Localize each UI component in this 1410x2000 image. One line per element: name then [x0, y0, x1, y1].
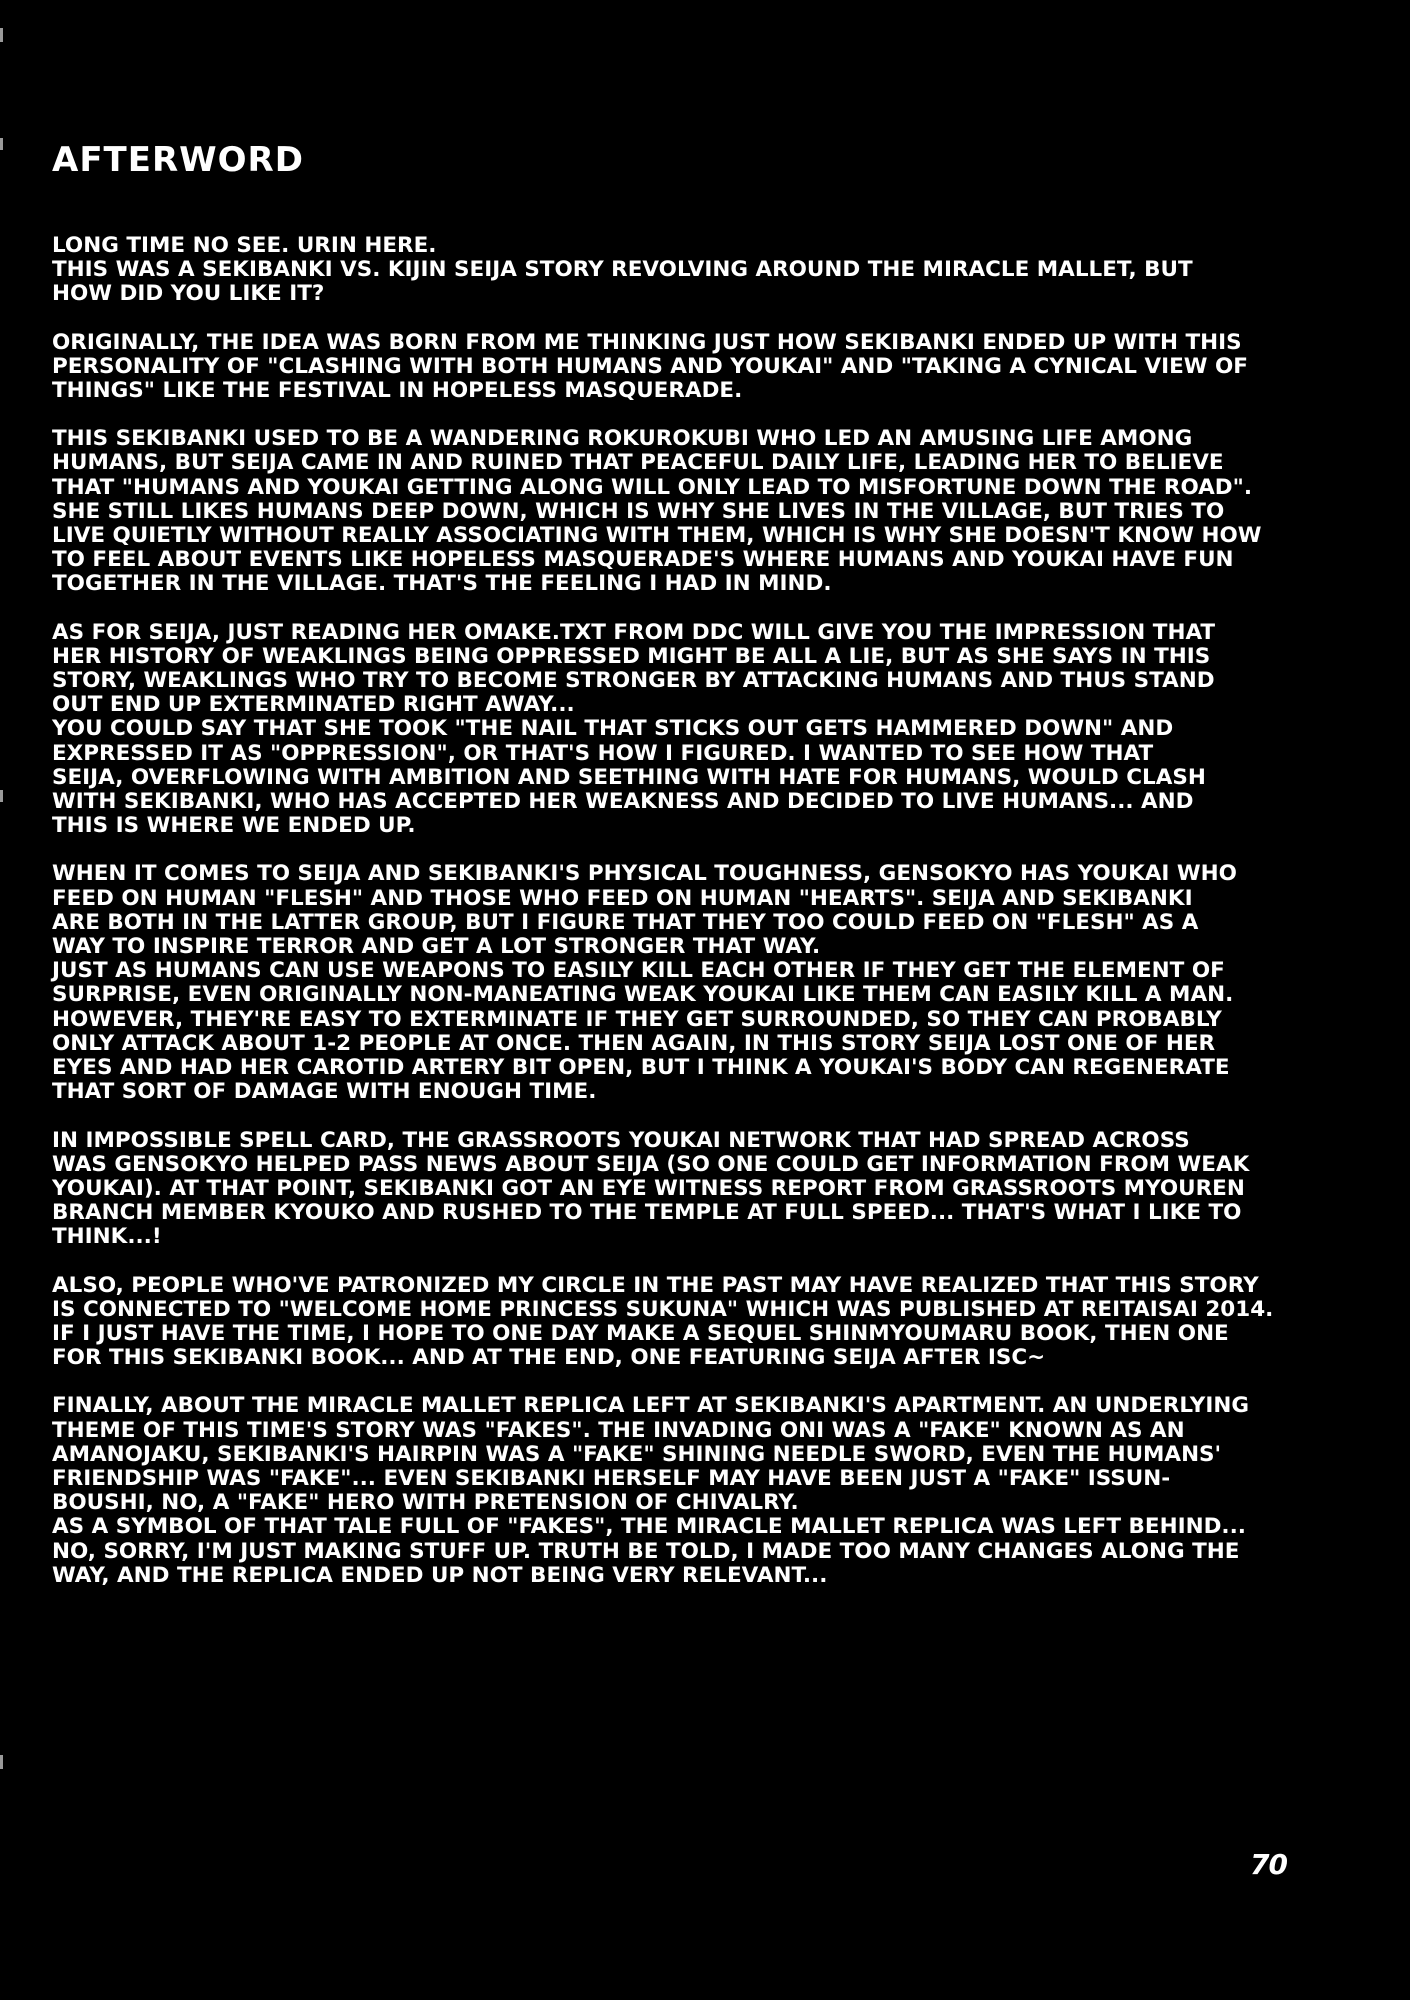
text-line: IF I JUST HAVE THE TIME, I HOPE TO ONE DAY MAKE A SEQUEL SHINMYOUMARU BOOK, THEN ONE — [52, 1320, 1229, 1346]
text-line: STORY, WEAKLINGS WHO TRY TO BECOME STRONGER BY ATTACKING HUMANS AND THUS STAND — [52, 668, 1215, 694]
text-line: THAT "HUMANS AND YOUKAI GETTING ALONG WILL ONLY LEAD TO MISFORTUNE DOWN THE ROAD". — [52, 474, 1253, 500]
text-line: JUST AS HUMANS CAN USE WEAPONS TO EASILY KILL EACH OTHER IF THEY GET THE ELEMENT OF — [52, 958, 1225, 984]
text-line: SEIJA, OVERFLOWING WITH AMBITION AND SEETHING WITH HATE FOR HUMANS, WOULD CLASH — [52, 764, 1206, 790]
page-number: 70 — [1250, 1848, 1287, 1881]
text-line: YOU COULD SAY THAT SHE TOOK "THE NAIL THAT STICKS OUT GETS HAMMERED DOWN" AND — [52, 716, 1174, 742]
text-line: ALSO, PEOPLE WHO'VE PATRONIZED MY CIRCLE IN THE PAST MAY HAVE REALIZED THAT THIS STORY — [52, 1272, 1259, 1298]
text-line: HER HISTORY OF WEAKLINGS BEING OPPRESSED MIGHT BE ALL A LIE, BUT AS SHE SAYS IN THIS — [52, 643, 1211, 669]
text-line: BOUSHI, NO, A "FAKE" HERO WITH PRETENSION OF CHIVALRY. — [52, 1490, 799, 1516]
text-line: AS A SYMBOL OF THAT TALE FULL OF "FAKES", THE MIRACLE MALLET REPLICA WAS LEFT BEHIND... — [52, 1514, 1246, 1540]
text-line: THIS IS WHERE WE ENDED UP. — [52, 813, 416, 839]
paragraph — [52, 427, 1352, 596]
text-line: ORIGINALLY, THE IDEA WAS BORN FROM ME THINKING JUST HOW SEKIBANKI ENDED UP WITH THIS — [52, 329, 1242, 355]
paragraph — [52, 1129, 1352, 1250]
paragraph — [52, 621, 1352, 839]
text-line: EXPRESSED IT AS "OPPRESSION", OR THAT'S HOW I FIGURED. I WANTED TO SEE HOW THAT — [52, 740, 1154, 766]
text-line: THINGS" LIKE THE FESTIVAL IN HOPELESS MASQUERADE. — [52, 378, 743, 404]
page-title: AFTERWORD — [52, 140, 304, 180]
scan-edge-mark — [0, 28, 3, 42]
text-line: WHEN IT COMES TO SEIJA AND SEKIBANKI'S PHYSICAL TOUGHNESS, GENSOKYO HAS YOUKAI WHO — [52, 861, 1237, 887]
paragraph — [52, 234, 1352, 307]
text-line: WAS GENSOKYO HELPED PASS NEWS ABOUT SEIJA (SO ONE COULD GET INFORMATION FROM WEAK — [52, 1151, 1250, 1177]
text-line: THINK...! — [52, 1224, 162, 1250]
text-line: THAT SORT OF DAMAGE WITH ENOUGH TIME. — [52, 1079, 597, 1105]
text-line: ONLY ATTACK ABOUT 1-2 PEOPLE AT ONCE. THEN AGAIN, IN THIS STORY SEIJA LOST ONE OF HER — [52, 1030, 1216, 1056]
text-line: LIVE QUIETLY WITHOUT REALLY ASSOCIATING WITH THEM, WHICH IS WHY SHE DOESN'T KNOW HOW — [52, 523, 1262, 549]
text-line: FRIENDSHIP WAS "FAKE"... EVEN SEKIBANKI HERSELF MAY HAVE BEEN JUST A "FAKE" ISSUN- — [52, 1465, 1171, 1491]
text-line: NO, SORRY, I'M JUST MAKING STUFF UP. TRUTH BE TOLD, I MADE TOO MANY CHANGES ALONG THE — [52, 1538, 1240, 1564]
text-line: SHE STILL LIKES HUMANS DEEP DOWN, WHICH IS WHY SHE LIVES IN THE VILLAGE, BUT TRIES TO — [52, 498, 1225, 524]
text-line: AMANOJAKU, SEKIBANKI'S HAIRPIN WAS A "FAKE" SHINING NEEDLE SWORD, EVEN THE HUMANS' — [52, 1441, 1222, 1467]
paragraph — [52, 1274, 1352, 1371]
text-line: WAY, AND THE REPLICA ENDED UP NOT BEING VERY RELEVANT... — [52, 1562, 828, 1588]
text-line: IS CONNECTED TO "WELCOME HOME PRINCESS SUKUNA" WHICH WAS PUBLISHED AT REITAISAI 2014. — [52, 1296, 1274, 1322]
text-line: SURPRISE, EVEN ORIGINALLY NON-MANEATING WEAK YOUKAI LIKE THEM CAN EASILY KILL A MAN. — [52, 982, 1234, 1008]
scan-edge-mark — [0, 138, 3, 150]
text-line: FINALLY, ABOUT THE MIRACLE MALLET REPLICA LEFT AT SEKIBANKI'S APARTMENT. AN UNDERLYING — [52, 1393, 1249, 1419]
text-line: ARE BOTH IN THE LATTER GROUP, BUT I FIGURE THAT THEY TOO COULD FEED ON "FLESH" AS A — [52, 909, 1199, 935]
text-line: EYES AND HAD HER CAROTID ARTERY BIT OPEN, BUT I THINK A YOUKAI'S BODY CAN REGENERATE — [52, 1055, 1230, 1081]
text-line: FEED ON HUMAN "FLESH" AND THOSE WHO FEED ON HUMAN "HEARTS". SEIJA AND SEKIBANKI — [52, 885, 1193, 911]
text-line: OUT END UP EXTERMINATED RIGHT AWAY... — [52, 692, 575, 718]
text-line: WAY TO INSPIRE TERROR AND GET A LOT STRONGER THAT WAY. — [52, 934, 821, 960]
text-line: LONG TIME NO SEE. URIN HERE. — [52, 233, 437, 258]
text-line: HOWEVER, THEY'RE EASY TO EXTERMINATE IF THEY GET SURROUNDED, SO THEY CAN PROBABLY — [52, 1006, 1222, 1032]
text-line: HUMANS, BUT SEIJA CAME IN AND RUINED THAT PEACEFUL DAILY LIFE, LEADING HER TO BELIEVE — [52, 450, 1224, 476]
paragraph — [52, 1394, 1352, 1588]
text-line: TO FEEL ABOUT EVENTS LIKE HOPELESS MASQUERADE'S WHERE HUMANS AND YOUKAI HAVE FUN — [52, 547, 1234, 573]
text-line: THEME OF THIS TIME'S STORY WAS "FAKES". THE INVADING ONI WAS A "FAKE" KNOWN AS AN — [52, 1417, 1185, 1443]
text-line: AS FOR SEIJA, JUST READING HER OMAKE.TXT FROM DDC WILL GIVE YOU THE IMPRESSION THAT — [52, 619, 1216, 645]
text-line: TOGETHER IN THE VILLAGE. THAT'S THE FEELING I HAD IN MIND. — [52, 571, 832, 597]
scan-edge-mark — [0, 1755, 3, 1769]
text-line: THIS WAS A SEKIBANKI VS. KIJIN SEIJA STORY REVOLVING AROUND THE MIRACLE MALLET, BUT — [52, 257, 1193, 283]
text-line: YOUKAI). AT THAT POINT, SEKIBANKI GOT AN EYE WITNESS REPORT FROM GRASSROOTS MYOUREN — [52, 1175, 1245, 1201]
paragraph — [52, 862, 1352, 1104]
text-line: THIS SEKIBANKI USED TO BE A WANDERING ROKUROKUBI WHO LED AN AMUSING LIFE AMONG — [52, 426, 1193, 452]
text-line: HOW DID YOU LIKE IT? — [52, 281, 325, 307]
text-line: PERSONALITY OF "CLASHING WITH BOTH HUMANS AND YOUKAI" AND "TAKING A CYNICAL VIEW OF — [52, 353, 1248, 379]
text-line: BRANCH MEMBER KYOUKO AND RUSHED TO THE TEMPLE AT FULL SPEED... THAT'S WHAT I LIKE TO — [52, 1200, 1242, 1226]
text-line: FOR THIS SEKIBANKI BOOK... AND AT THE END, ONE FEATURING SEIJA AFTER ISC~ — [52, 1345, 1046, 1371]
text-line: IN IMPOSSIBLE SPELL CARD, THE GRASSROOTS YOUKAI NETWORK THAT HAD SPREAD ACROSS — [52, 1127, 1190, 1153]
scan-edge-mark — [0, 790, 3, 802]
text-line: WITH SEKIBANKI, WHO HAS ACCEPTED HER WEAKNESS AND DECIDED TO LIVE HUMANS... AND — [52, 789, 1194, 815]
paragraph — [52, 331, 1352, 404]
afterword-body — [52, 234, 1352, 1612]
